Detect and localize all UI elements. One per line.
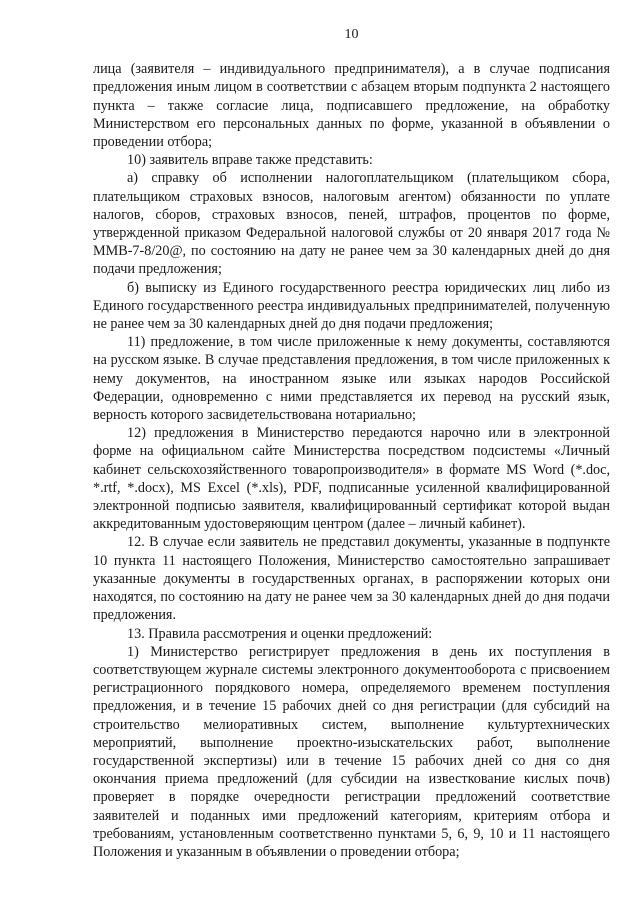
paragraph-item-10b-registry-extract: б) выписку из Единого государственного реестра юридических лиц либо из Единого государственного реестра индивидуальных предпринимателей, полученную не ранее чем за 30 календарных дней до дня подачи предложения; — [93, 279, 610, 333]
paragraph-section-13-item-1: 1) Министерство регистрирует предложения в день их поступления в соответствующем журнале системы электронного документооборота с присвоением регистрационного порядкового номера, определяемого временем поступления предложения, и в течение 15 рабочих дней со дня регистрации (для субсидий на строительство мелиоративных систем, выполнение культуртехнических мероприятий, выполнение проектно-изыскательских работ, выполнение государственной экспертизы) или в течение 15 рабочих дней со дня со дня окончания приема предложений (для субсидии на известкование кислых почв) проверяет в порядке очередности регистрации предложений соответствие заявителей и поданных ими предложений категориям, критериям отбора и требованиям, установленным соответственно пунктами 5, 6, 9, 10 и 11 настоящего Положения и указанным в объявлении о проведении отбора; — [93, 643, 610, 860]
paragraph-item-10a-tax-certificate: а) справку об исполнении налогоплательщиком (плательщиком сбора, плательщиком страховых взносов, налоговым агентом) обязанности по уплате налогов, сборов, страховых взносов, пеней, штрафов, процентов по форме, утвержденной приказом Федеральной налоговой службы от 20 января 2017 года № ММВ-7-8/20@, по состоянию на дату не ранее чем за 30 календарных дней до дня подачи предложения; — [93, 170, 610, 278]
paragraph-item-10: 10) заявитель вправе также представить: — [127, 152, 373, 169]
paragraph-personal-data-consent: лица (заявителя – индивидуального предпринимателя), а в случае подписания предложения иным лицом в соответствии с абзацем вторым подпункта 2 настоящего пункта – также согласие лица, подписавшего предложение, на обработку Министерством его персональных данных по форме, указанной в объявлении о проведении отбора; — [93, 61, 610, 151]
paragraph-section-13-heading: 13. Правила рассмотрения и оценки предложений: — [127, 625, 433, 642]
paragraph-item-11-language: 11) предложение, в том числе приложенные к нему документы, составляются на русском языке. В случае представления предложения, в том числе приложенных к нему документов, на иностранном языке или языках народов Российской Федерации, одновременно с ними представляется их перевод на русский язык, верность которого засвидетельствована нотариально; — [93, 334, 610, 424]
page-number: 10 — [344, 27, 359, 42]
paragraph-section-12: 12. В случае если заявитель не представил документы, указанные в подпункте 10 пункта 11 настоящего Положения, Министерство самостоятельно запрашивает указанные документы в государственных органах, в распоряжении которых они находятся, по состоянию на дату не ранее чем за 30 календарных дней до дня подачи предложения. — [93, 534, 610, 624]
paragraph-item-12-submission: 12) предложения в Министерство передаются нарочно или в электронной форме на официальном сайте Министерства посредством подсистемы «Личный кабинет сельскохозяйственного товаропроизводителя» в формате MS Word (*.doc, *.rtf, *.docx), MS Excel (*.xls), PDF, подписанные усиленной квалифицированной электронной подписью заявителя, квалифицированный сертификат которой выдан аккредитованным удостоверяющим центром (далее – личный кабинет). — [93, 425, 610, 533]
